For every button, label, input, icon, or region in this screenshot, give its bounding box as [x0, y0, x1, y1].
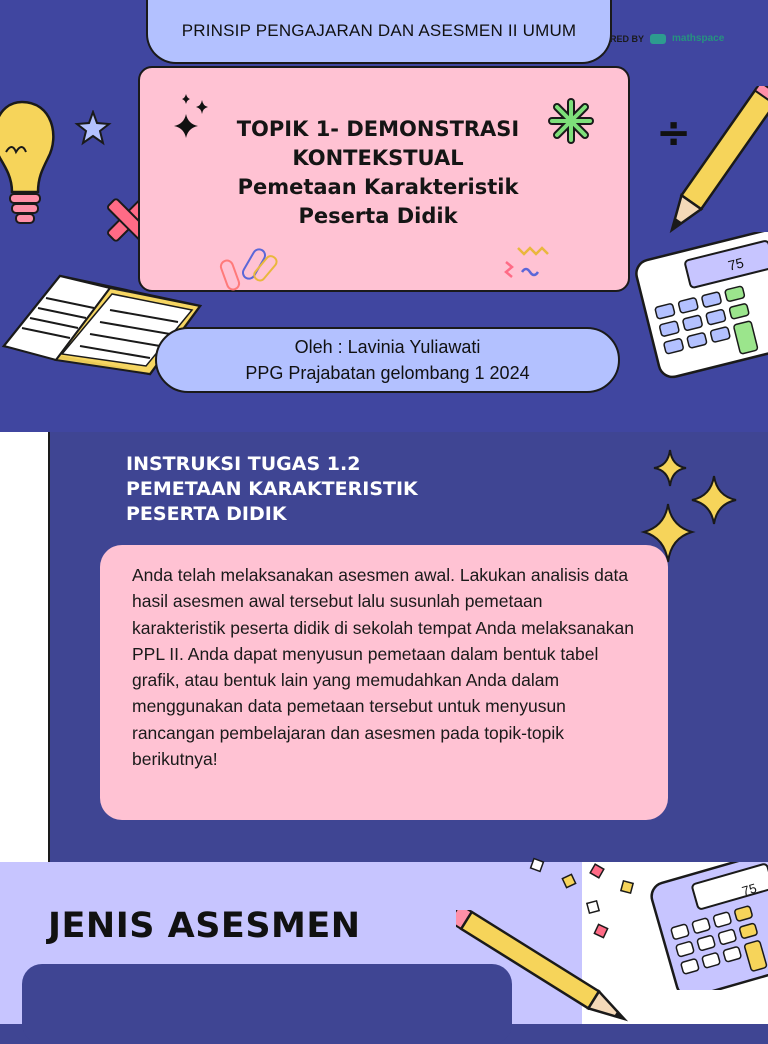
topic-title-line: TOPIK 1- DEMONSTRASI — [236, 117, 520, 141]
topic-subtitle-line: Pemetaan Karakteristik — [237, 175, 519, 199]
topic-title — [186, 115, 570, 231]
paperclip-icon — [218, 246, 278, 292]
brand-mark — [610, 33, 724, 44]
assessment-card — [22, 964, 512, 1044]
divide-icon: ÷ — [656, 108, 692, 157]
topic-subtitle-line: Peserta Didik — [298, 204, 458, 228]
brand-name: mathspace — [672, 33, 725, 44]
calculator-display: 75 — [740, 880, 759, 899]
mathspace-logo-icon — [650, 34, 666, 44]
side-strip — [0, 432, 50, 862]
topic-title-line: KONTEKSTUAL — [292, 146, 464, 170]
author-program: PPG Prajabatan gelombang 1 2024 — [245, 363, 530, 383]
instruction-card — [100, 545, 668, 820]
author-info — [155, 327, 620, 393]
course-title-banner — [146, 0, 612, 64]
asterisk-icon — [548, 98, 594, 144]
pencil-icon — [456, 910, 646, 1024]
section-title: JENIS ASESMEN — [48, 906, 361, 946]
lightbulb-icon — [0, 96, 62, 236]
course-title: PRINSIP PENGAJARAN DAN ASESMEN II UMUM — [181, 21, 577, 40]
squiggle-icon — [500, 244, 556, 284]
instruction-title-line: PEMETAAN KARAKTERISTIK — [126, 478, 418, 500]
instruction-title-line: PESERTA DIDIK — [126, 503, 287, 525]
brand-prefix: RED BY — [610, 33, 645, 44]
calculator-icon — [628, 232, 768, 380]
sparkle-icon — [172, 94, 212, 138]
pencil-icon — [664, 86, 768, 248]
instruction-title — [126, 452, 546, 527]
star-icon — [74, 110, 112, 146]
instruction-title-line: INSTRUKSI TUGAS 1.2 — [126, 453, 361, 475]
instruction-body: Anda telah melaksanakan asesmen awal. Lakukan analisis data hasil asesmen awal tersebut lalu susunlah pemetaan karakteristik peserta didik di sekolah tempat Anda melaksanakan PPL II. Anda dapat menyusun pemetaan dalam bentuk tabel grafik, atau bentuk lain yang memudahkan Anda dalam menggunakan data pemetaan tersebut untuk menyusun rancangan pembelajaran dan asesmen pada topik-topik berikutnya! — [132, 565, 634, 770]
author-name: Oleh : Lavinia Yuliawati — [294, 337, 481, 357]
calculator-display: 75 — [726, 254, 746, 274]
